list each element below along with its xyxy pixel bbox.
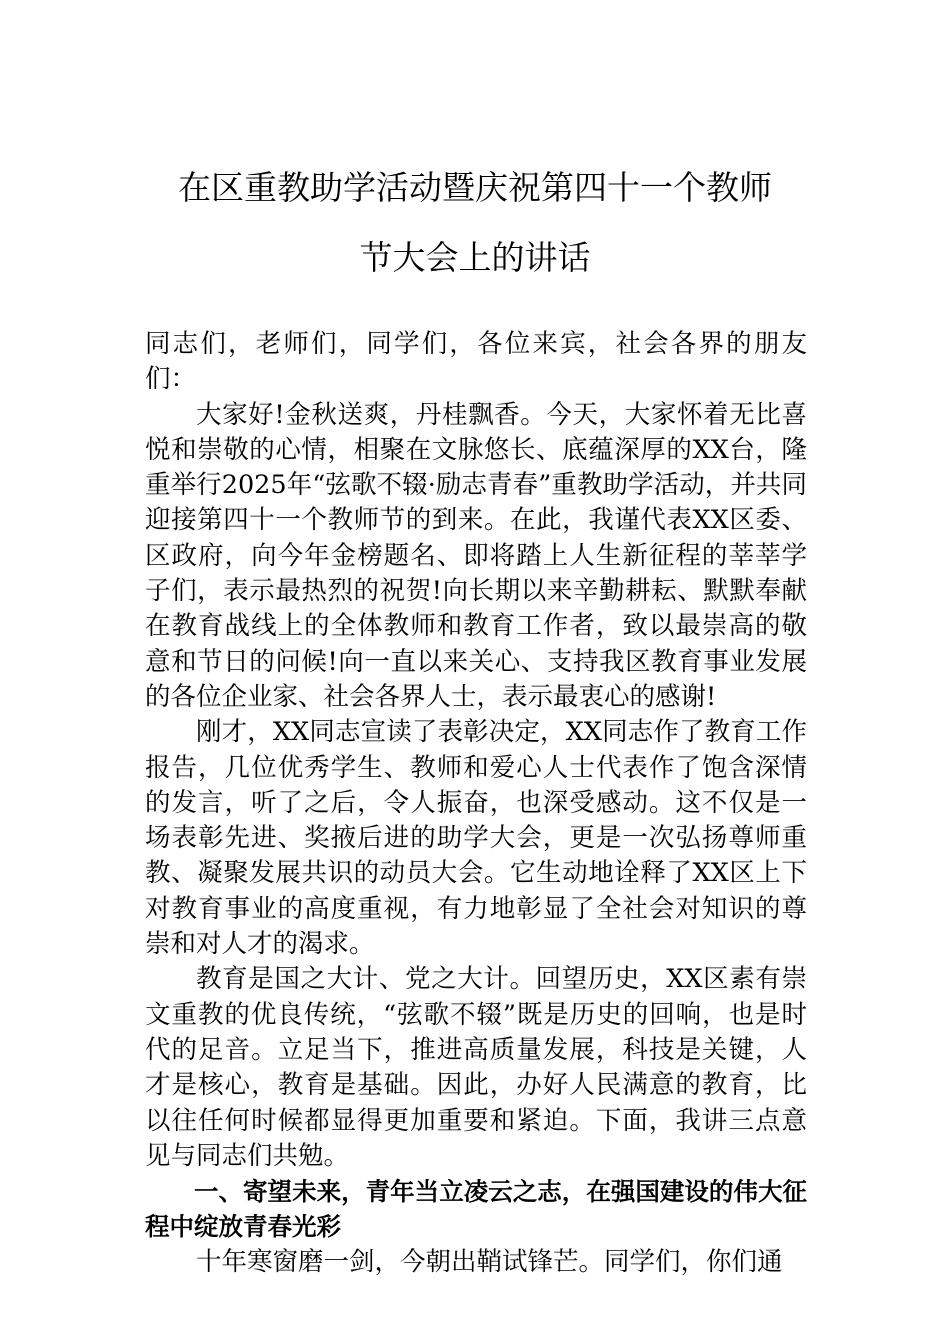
paragraph-review: 刚才，XX同志宣读了表彰决定，XX同志作了教育工作报告，几位优秀学生、教师和爱心人士代表作了饱含深情的发言，听了之后，令人振奋，也深受感动。这不仅是一场表彰先进、奖掖后进的助学大会，更是一次弘扬尊师重教、凝聚发展共识的动员大会。它生动地诠释了XX区上下对教育事业的高度重视，有力地彰显了全社会对知识的尊崇和对人才的渴求。	[145, 717, 807, 960]
salutation: 同志们，老师们，同学们，各位来宾，社会各界的朋友们：	[145, 329, 807, 395]
section-heading: 一、寄望未来，青年当立凌云之志，在强国建设的伟大征程中绽放青春光彩	[145, 1177, 807, 1242]
document-title-line2: 节大会上的讲话	[359, 238, 591, 277]
paragraph-education: 教育是国之大计、党之大计。回望历史，XX区素有崇文重教的优良传统，“弦歌不辍”既是历史的回响，也是时代的足音。立足当下，推进高质量发展，科技是关键，人才是核心，教育是基础。因此，办好人民满意的教育，比以往任何时候都显得更加重要和紧迫。下面，我讲三点意见与同志们共勉。	[145, 964, 807, 1171]
paragraph-students: 十年寒窗磨一剑，今朝出鞘试锋芒。同学们，你们通	[196, 1246, 783, 1277]
document-title-line1: 在区重教助学活动暨庆祝第四十一个教师	[178, 168, 772, 207]
paragraph-greeting: 大家好!金秋送爽，丹桂飘香。今天，大家怀着无比喜悦和崇敬的心情，相聚在文脉悠长、底蕴深厚的XX台，隆重举行2025年“弦歌不辍·励志青春”重教助学活动，并共同迎接第四十一个教师节的到来。在此，我谨代表XX区委、区政府，向今年金榜题名、即将踏上人生新征程的莘莘学子们，表示最热烈的祝贺!向长期以来辛勤耕耘、默默奉献在教育战线上的全体教师和教育工作者，致以最崇高的敬意和节日的问候!向一直以来关心、支持我区教育事业发展的各位企业家、社会各界人士，表示最衷心的感谢!	[145, 399, 807, 712]
document-body	[145, 327, 807, 1280]
